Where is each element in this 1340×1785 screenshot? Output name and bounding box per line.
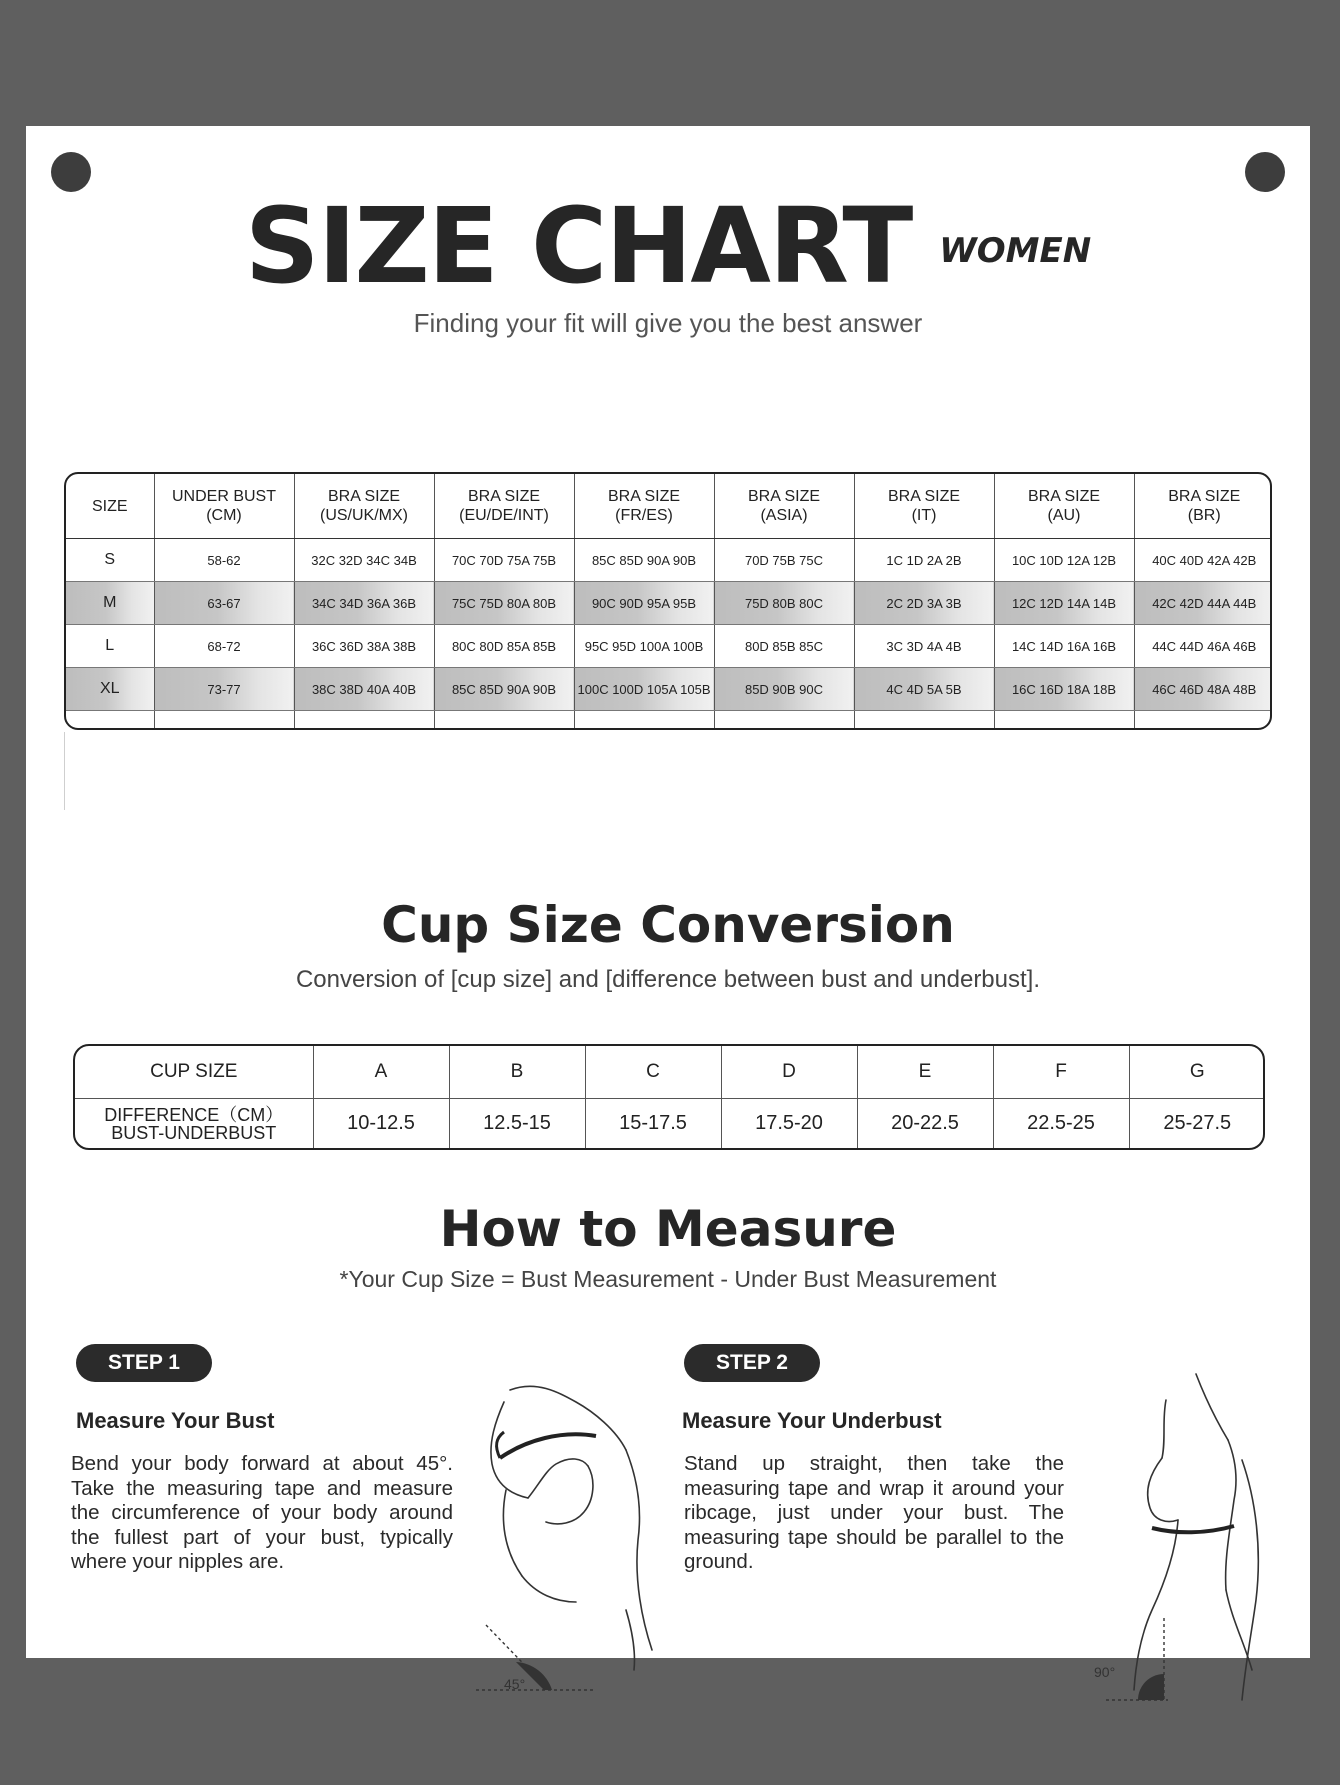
table-cell: L xyxy=(66,625,154,668)
table-cell xyxy=(854,711,994,731)
cup-difference-row xyxy=(75,1099,1265,1149)
table-cell xyxy=(294,711,434,731)
header-asia: BRA SIZE (ASIA) xyxy=(714,474,854,539)
size-row-xl xyxy=(66,668,1272,711)
table-cell: XL xyxy=(66,668,154,711)
table-cell: 2C 2D 3A 3B xyxy=(854,582,994,625)
measure-section-title: How to Measure xyxy=(439,1200,897,1258)
measure-section-subtitle: *Your Cup Size = Bust Measurement - Under Bust Measurement xyxy=(339,1266,997,1292)
table-cell: 36C 36D 38A 38B xyxy=(294,625,434,668)
table-cell: E xyxy=(857,1046,993,1099)
table-cell: 25-27.5 xyxy=(1129,1099,1265,1149)
table-cell: 4C 4D 5A 5B xyxy=(854,668,994,711)
table-cell: 70C 70D 75A 75B xyxy=(434,539,574,582)
table-cell: 46C 46D 48A 48B xyxy=(1134,668,1272,711)
table-cell: 12.5-15 xyxy=(449,1099,585,1149)
pin-dot-right xyxy=(1245,152,1285,192)
header-size: SIZE xyxy=(66,474,154,539)
table-cell: B xyxy=(449,1046,585,1099)
table-cell: 15-17.5 xyxy=(585,1099,721,1149)
page-title: SIZE CHART xyxy=(244,185,912,307)
table-cell: G xyxy=(1129,1046,1265,1099)
header-au: BRA SIZE (AU) xyxy=(994,474,1134,539)
header-under-bust: UNDER BUST (CM) xyxy=(154,474,294,539)
step2-badge: STEP 2 xyxy=(684,1344,820,1382)
table-cell: 10C 10D 12A 12B xyxy=(994,539,1134,582)
table-cell: 44C 44D 46A 46B xyxy=(1134,625,1272,668)
table-cell: 95C 95D 100A 100B xyxy=(574,625,714,668)
table-cell: F xyxy=(993,1046,1129,1099)
table-cell: 80D 85B 85C xyxy=(714,625,854,668)
table-cell: 38C 38D 40A 40B xyxy=(294,668,434,711)
table-cell: 68-72 xyxy=(154,625,294,668)
table-cell: 75C 75D 80A 80B xyxy=(434,582,574,625)
size-table-frame xyxy=(64,472,1272,730)
table-cell: M xyxy=(66,582,154,625)
table-cell: 90C 90D 95A 95B xyxy=(574,582,714,625)
cup-section-subtitle: Conversion of [cup size] and [difference between bust and underbust]. xyxy=(295,966,1041,993)
table-cell xyxy=(574,711,714,731)
title-row xyxy=(26,185,1310,307)
header-fr-es: BRA SIZE (FR/ES) xyxy=(574,474,714,539)
bust-measure-illustration xyxy=(466,1380,666,1720)
table-cell: 17.5-20 xyxy=(721,1099,857,1149)
table-cell: 58-62 xyxy=(154,539,294,582)
table-cell xyxy=(154,711,294,731)
table-cell: 20-22.5 xyxy=(857,1099,993,1149)
difference-label: DIFFERENCE（CM） BUST-UNDERBUST xyxy=(104,1104,284,1143)
step2-text: Stand up straight, then take the measuring tape and wrap it around your ribcage, just under your bust. The measuring tape should be parallel to the ground. xyxy=(684,1452,1064,1573)
size-row-m xyxy=(66,582,1272,625)
table-cell xyxy=(434,711,574,731)
table-cell xyxy=(66,711,154,731)
divider-line xyxy=(64,732,65,810)
table-cell: 3C 3D 4A 4B xyxy=(854,625,994,668)
table-cell: 1C 1D 2A 2B xyxy=(854,539,994,582)
header-br: BRA SIZE (BR) xyxy=(1134,474,1272,539)
table-cell: S xyxy=(66,539,154,582)
underbust-measure-illustration xyxy=(1066,1370,1296,1710)
table-cell: 85C 85D 90A 90B xyxy=(574,539,714,582)
cup-table xyxy=(75,1046,1265,1148)
table-cell: C xyxy=(585,1046,721,1099)
table-cell: 42C 42D 44A 44B xyxy=(1134,582,1272,625)
table-cell: 14C 14D 16A 16B xyxy=(994,625,1134,668)
header-us-uk-mx: BRA SIZE (US/UK/MX) xyxy=(294,474,434,539)
size-row-empty xyxy=(66,711,1272,731)
size-table xyxy=(66,474,1272,730)
table-cell: 73-77 xyxy=(154,668,294,711)
angle-label-45: 45° xyxy=(504,1676,526,1692)
cup-table-frame xyxy=(73,1044,1265,1150)
table-cell: A xyxy=(313,1046,449,1099)
table-cell: 80C 80D 85A 85B xyxy=(434,625,574,668)
cup-section-title: Cup Size Conversion xyxy=(381,896,955,954)
table-cell: 75D 80B 80C xyxy=(714,582,854,625)
table-cell: D xyxy=(721,1046,857,1099)
table-cell: 22.5-25 xyxy=(993,1099,1129,1149)
table-cell: 70D 75B 75C xyxy=(714,539,854,582)
page-subtitle: Finding your fit will give you the best answer xyxy=(413,308,923,338)
size-row-s xyxy=(66,539,1272,582)
size-chart-sheet xyxy=(26,126,1310,1692)
table-cell xyxy=(994,711,1134,731)
table-cell xyxy=(714,711,854,731)
pin-dot-left xyxy=(51,152,91,192)
header-it: BRA SIZE (IT) xyxy=(854,474,994,539)
table-cell: 40C 40D 42A 42B xyxy=(1134,539,1272,582)
cup-size-label: CUP SIZE xyxy=(75,1046,313,1099)
step1-heading: Measure Your Bust xyxy=(76,1408,275,1433)
size-row-l xyxy=(66,625,1272,668)
step1-badge: STEP 1 xyxy=(76,1344,212,1382)
table-cell xyxy=(1134,711,1272,731)
table-cell: 16C 16D 18A 18B xyxy=(994,668,1134,711)
table-cell: 12C 12D 14A 14B xyxy=(994,582,1134,625)
table-cell: 34C 34D 36A 36B xyxy=(294,582,434,625)
step2-heading: Measure Your Underbust xyxy=(682,1408,942,1433)
table-cell: 85D 90B 90C xyxy=(714,668,854,711)
table-cell: 63-67 xyxy=(154,582,294,625)
header-eu-de-int: BRA SIZE (EU/DE/INT) xyxy=(434,474,574,539)
angle-label-90: 90° xyxy=(1094,1664,1116,1680)
table-cell: 10-12.5 xyxy=(313,1099,449,1149)
table-cell: 100C 100D 105A 105B xyxy=(574,668,714,711)
table-cell: 85C 85D 90A 90B xyxy=(434,668,574,711)
title-tag: WOMEN xyxy=(939,231,1092,271)
table-cell: 32C 32D 34C 34B xyxy=(294,539,434,582)
step1-text: Bend your body forward at about 45°. Take the measuring tape and measure the circumference of your body around the fullest part of your bust, typically where your nipples are. xyxy=(71,1452,453,1573)
cup-size-row xyxy=(75,1046,1265,1099)
size-table-header-row xyxy=(66,474,1272,539)
